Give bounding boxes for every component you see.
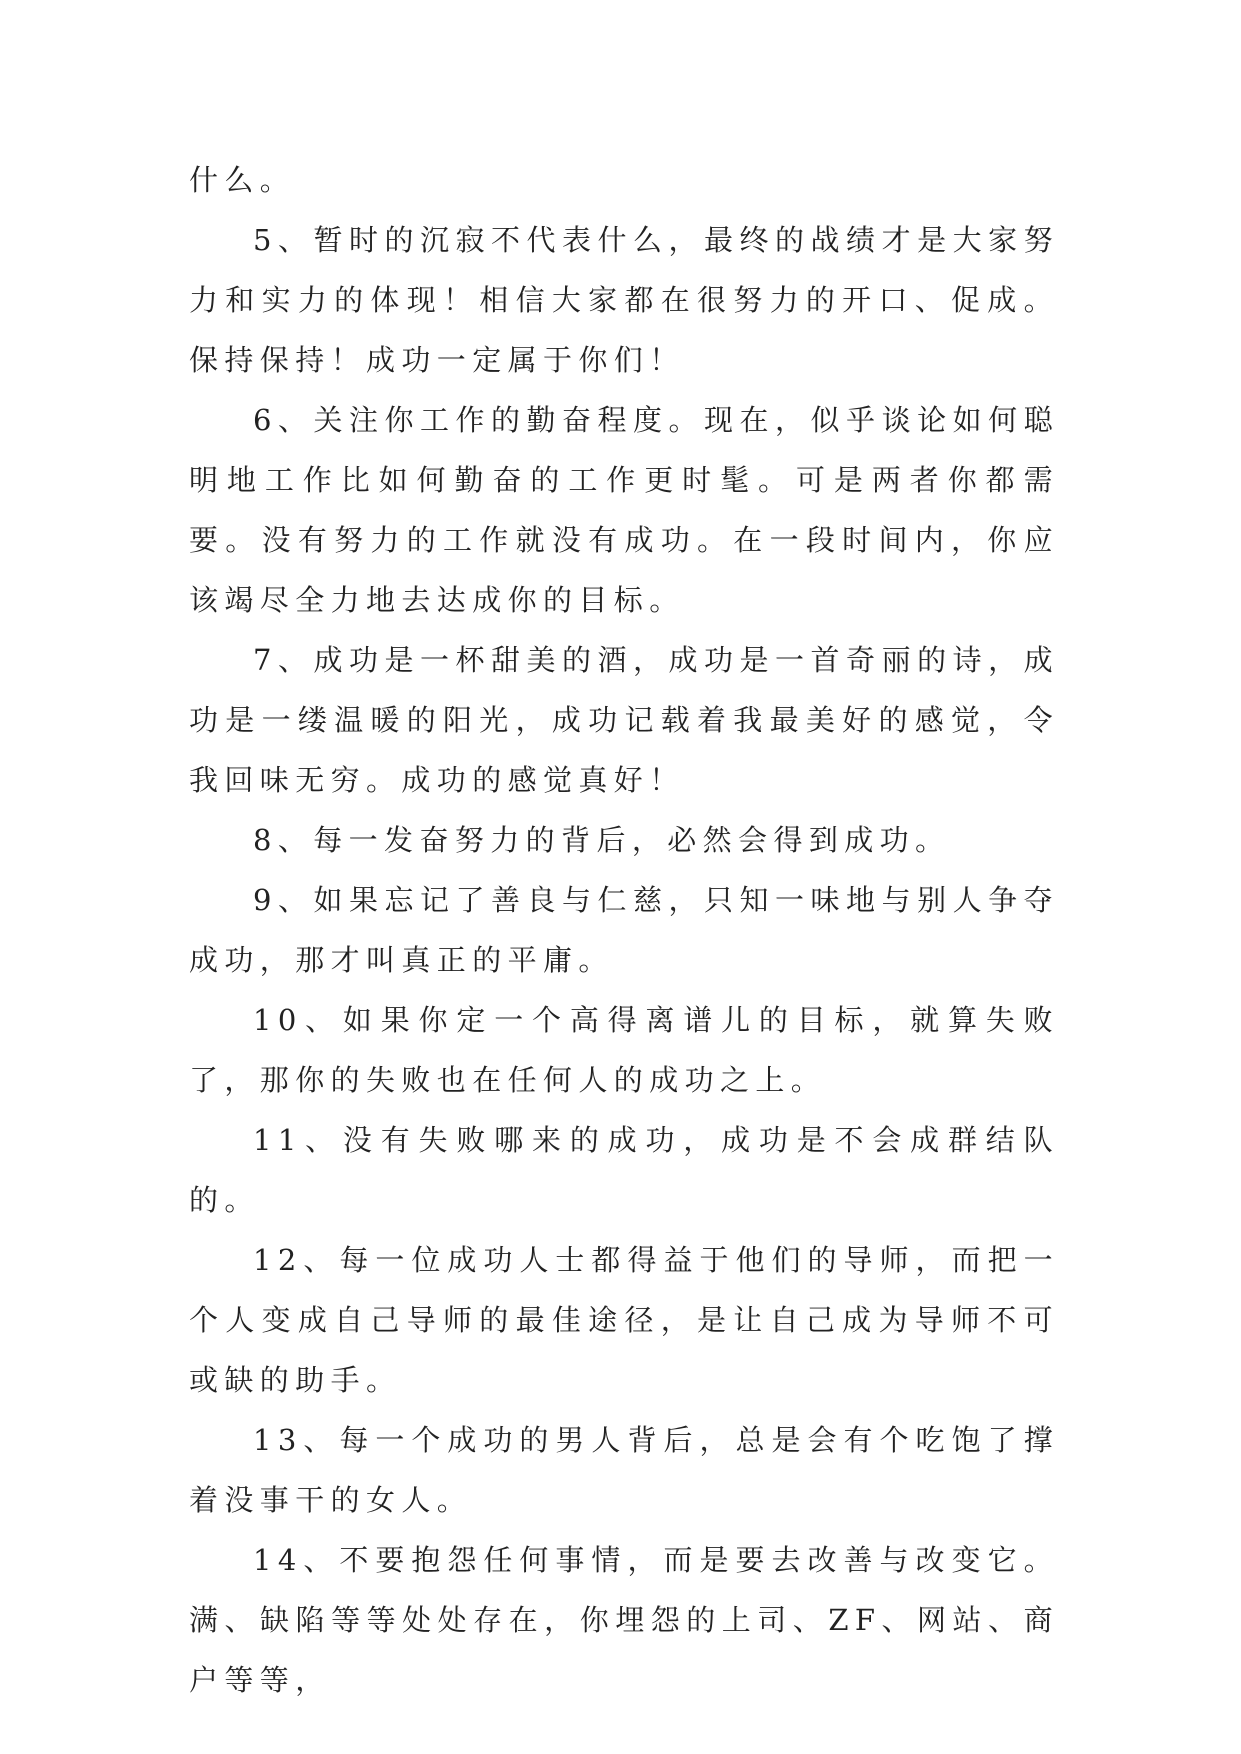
paragraph-item-7: 7、成功是一杯甜美的酒，成功是一首奇丽的诗，成功是一缕温暖的阳光，成功记载着我最美好的感觉，令我回味无穷。成功的感觉真好！ <box>189 643 1059 797</box>
document-body <box>189 150 1059 1710</box>
paragraph-continuation: 什么。 <box>189 163 296 197</box>
paragraph-item-11: 11、没有失败哪来的成功，成功是不会成群结队的。 <box>189 1123 1059 1217</box>
paragraph-item-14: 14、不要抱怨任何事情，而是要去改善与改变它。满、缺陷等等处处存在，你埋怨的上司、ZF、网站、商户等等， <box>189 1543 1059 1697</box>
paragraph-item-8: 8、每一发奋努力的背后，必然会得到成功。 <box>253 823 951 857</box>
paragraph-item-13: 13、每一个成功的男人背后，总是会有个吃饱了撑着没事干的女人。 <box>189 1423 1059 1517</box>
paragraph-item-9: 9、如果忘记了善良与仁慈，只知一味地与别人争夺成功，那才叫真正的平庸。 <box>189 883 1059 977</box>
paragraph-item-6: 6、关注你工作的勤奋程度。现在，似乎谈论如何聪明地工作比如何勤奋的工作更时髦。可是两者你都需要。没有努力的工作就没有成功。在一段时间内，你应该竭尽全力地去达成你的目标。 <box>189 403 1059 617</box>
paragraph-item-10: 10、如果你定一个高得离谱儿的目标，就算失败了，那你的失败也在任何人的成功之上。 <box>189 1003 1059 1097</box>
paragraph-item-5: 5、暂时的沉寂不代表什么，最终的战绩才是大家努力和实力的体现！相信大家都在很努力的开口、促成。保持保持！成功一定属于你们！ <box>189 223 1059 377</box>
paragraph-item-12: 12、每一位成功人士都得益于他们的导师，而把一个人变成自己导师的最佳途径，是让自己成为导师不可或缺的助手。 <box>189 1243 1059 1397</box>
